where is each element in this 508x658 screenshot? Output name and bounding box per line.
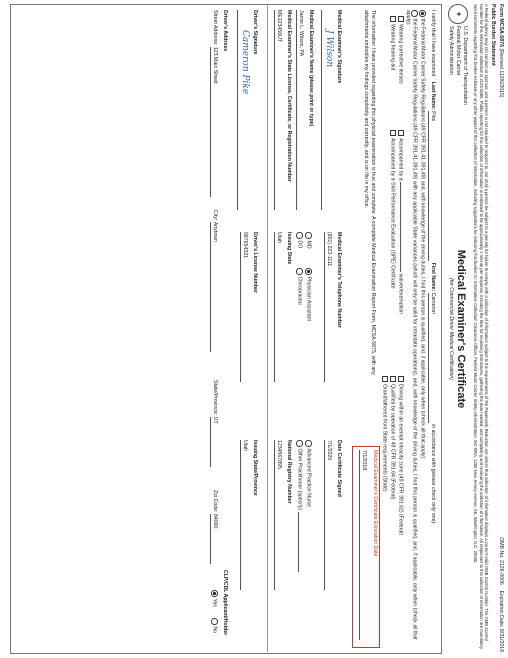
condition-spe[interactable] <box>389 130 396 289</box>
apn-label: Advanced Practice Nurse <box>305 448 312 508</box>
waiver-field[interactable] <box>400 182 401 272</box>
section-divider <box>267 4 268 652</box>
other-label: Other Practitioner (specify) <box>296 448 303 511</box>
cfr-391-64-label: Qualified by operation of 49 CFR 391.64 (Federal) <box>389 384 396 500</box>
condition-391-64[interactable] <box>389 376 396 499</box>
examiner-issuing-field[interactable]: Utah <box>274 232 282 382</box>
chiro-radio[interactable] <box>297 268 304 275</box>
omb-expiration: Expiration Date: 8/31/2018 <box>498 590 504 652</box>
waiver-suffix: waiver/exemption <box>397 273 404 314</box>
examiner-name-field[interactable]: Jamie L. Wilson, PA <box>296 10 304 210</box>
omb-number: OMB No. 2126-0006 <box>498 537 504 585</box>
certify-option-1[interactable] <box>419 10 426 650</box>
dot-seal-icon: ✦ <box>448 4 468 24</box>
first-name-field[interactable]: Cameron <box>428 293 436 423</box>
driver-issuing-field[interactable]: Utah <box>240 440 248 590</box>
state-label: State/Province: <box>212 380 218 416</box>
state-field[interactable]: UT <box>210 417 218 467</box>
clp-yes[interactable] <box>211 590 218 607</box>
license-field[interactable]: ME123456UT <box>274 10 282 210</box>
condition-intracity[interactable] <box>397 376 404 535</box>
certify-prefix: I certify that I have examined <box>430 10 436 77</box>
agency-line-3: Safety Administration <box>448 26 455 75</box>
driver-signature-line <box>237 10 238 210</box>
hearing-label: Wearing hearing aid <box>389 24 396 71</box>
zip-field[interactable]: 84000 <box>210 514 218 564</box>
condition-lenses[interactable] <box>397 16 404 84</box>
chiro-label: Chiropractor <box>296 276 303 306</box>
grandfathered-checkbox[interactable] <box>382 376 388 382</box>
intracity-checkbox[interactable] <box>398 376 404 382</box>
condition-waiver[interactable] <box>397 130 404 314</box>
registry-label: National Registry Number <box>286 440 292 504</box>
examiner-phone-field[interactable]: (801) 222-1111 <box>324 232 332 382</box>
zip-label: Zip Code: <box>212 490 218 513</box>
lenses-label: Wearing corrective lenses <box>397 24 404 84</box>
clp-yes-radio[interactable] <box>212 590 219 597</box>
md-radio[interactable] <box>306 232 313 239</box>
clp-no[interactable] <box>211 618 218 633</box>
last-name-label: Last Name: <box>430 81 436 110</box>
agency-line-2: Federal Motor Carrier <box>455 26 462 76</box>
license-label: Medical Examiner's State License, Certificate, or Registration Number <box>286 10 292 182</box>
condition-grandfathered[interactable] <box>381 376 388 492</box>
driver-license-field[interactable]: 987654321 <box>240 232 248 382</box>
examiner-signature-label: Medical Examiner's Signature <box>336 10 342 84</box>
option-1-text: the Federal Motor Carrier Safety Regulations (49 CFR 391.41-391.49) and, with knowledge of the driving duties, I find this person is qualified, and, if applicable, only when (check all that apply): <box>419 18 426 460</box>
do-label: DO <box>296 240 303 249</box>
credential-other[interactable] <box>296 440 303 572</box>
last-name-field[interactable]: Pike <box>428 111 436 261</box>
waiver-checkbox[interactable] <box>398 130 404 136</box>
waiver-label: Accompanied by a <box>397 138 404 181</box>
cfr-391-64-checkbox[interactable] <box>390 376 396 382</box>
credential-pa[interactable] <box>305 268 312 321</box>
driver-issuing-label: Issuing State/Province <box>252 440 258 496</box>
clp-label: CLP/CDL Applicant/Holder <box>222 570 228 636</box>
option-1-radio[interactable] <box>420 10 427 17</box>
driver-signature[interactable]: Cameron Pike <box>240 30 250 95</box>
certify-suffix: in accordance with (please check only one): <box>430 424 436 525</box>
burden-text: A Federal agency may not conduct or sponsor, and a person is not required to respond to, nor shall a person be subject to a penalty for failure to comply with a collection of information subject to the requirements of the Paperwork Reduction Act unless that collection of information displays a current valid OMB Control Number. The OMB Control Number for this information collection is 2126-0006. Public reporting for this collection of information is estimated to be approximately 1 minute per response, including the time for reviewing instructions, gathering the data needed, and completing and reviewing the collection of information. All responses to this collection of information are mandatory. Send comments regarding this burden estimate or any other aspect of this collection of information, including suggestions for reducing this burden to: Information Collection Clearance Officer, Federal Motor Carrier Safety Administration, MC-RRA, 1200 New Jersey Avenue, SE, Washington, D.C. 20590. <box>473 4 490 650</box>
clp-yes-label: Yes <box>211 598 218 607</box>
pa-label: Physician Assistant <box>305 276 312 321</box>
option-2-radio[interactable] <box>412 10 419 17</box>
condition-hearing[interactable] <box>389 16 396 70</box>
option-2-text: the Federal Motor Carrier Safety Regulations (49 CFR 391.41-391.49) with any applicable State variances (which will only be valid for intrastate operations), and, with knowledge of the driving duties, I find this person is qualified, and, if applicable, only when (check all that apply): <box>404 10 418 640</box>
form-id-text: Form MCSA-5876 <box>498 4 504 47</box>
driver-license-label: Driver's License Number <box>252 232 258 293</box>
credential-apn[interactable] <box>305 440 312 507</box>
date-signed-label: Date Certificate Signed <box>336 440 342 497</box>
other-radio[interactable] <box>297 440 304 447</box>
city-field[interactable]: Anytown <box>210 222 218 352</box>
expiration-label: Medical Examiner's Certificate Expiration Date <box>372 450 378 557</box>
spe-checkbox[interactable] <box>390 130 396 136</box>
zip-row <box>210 490 218 564</box>
credential-do[interactable] <box>296 232 303 248</box>
credential-md[interactable] <box>305 232 312 249</box>
clp-no-radio[interactable] <box>212 618 219 625</box>
form-id <box>497 4 504 98</box>
examiner-signature-line <box>321 10 322 210</box>
grandfathered-label: Grandfathered from State requirements (State) <box>381 384 388 492</box>
examiner-name-label: Medical Examiner's Name (please print or type) <box>308 10 314 127</box>
md-label: MD <box>305 240 312 249</box>
apn-radio[interactable] <box>306 440 313 447</box>
street-field[interactable]: 123 Main Street <box>210 47 218 197</box>
pa-radio[interactable] <box>306 268 313 275</box>
examiner-statement: The information I have provided regarding this physical examination is true and complete. A complete Medical Examination Report Form, MCSA-5875, with any attachments embodies my findings completely and correctly, and is on file in my office. <box>363 10 376 375</box>
other-specify-field[interactable] <box>298 512 299 572</box>
street-label: Street Address: <box>212 10 218 46</box>
registry-field[interactable]: 1234567895 <box>274 440 282 590</box>
credential-chiro[interactable] <box>296 268 303 305</box>
page-subtitle: (for Commercial Driver Medical Certification) <box>447 277 454 381</box>
agency-line-1: U.S. Department of Transportation <box>462 26 468 106</box>
expiration-field[interactable]: 7/1/2018 <box>359 450 367 640</box>
hearing-checkbox[interactable] <box>390 16 396 22</box>
city-label: City: <box>212 210 218 221</box>
driver-address-label: Driver's Address <box>222 10 228 52</box>
examiner-signature[interactable]: J Wilson <box>324 30 334 68</box>
intracity-label: Driving within an exempt intracity zone (49 CFR 391.62) (Federal) <box>397 384 404 536</box>
certify-line <box>428 10 436 650</box>
date-signed-field[interactable]: 7/1/2020 <box>324 440 332 590</box>
examiner-phone-label: Medical Examiner's Telephone Number <box>336 232 342 328</box>
street-row <box>210 10 218 197</box>
form-revision: (Revised 11/06/2015) <box>498 48 504 98</box>
lenses-checkbox[interactable] <box>398 16 404 22</box>
state-row <box>210 380 218 467</box>
do-radio[interactable] <box>297 232 304 239</box>
title-block <box>447 0 468 658</box>
omb-block <box>497 537 504 652</box>
certify-option-2[interactable] <box>404 10 418 650</box>
city-row <box>210 210 218 352</box>
examiner-issuing-label: Issuing State <box>286 232 292 265</box>
driver-signature-label: Driver's Signature <box>252 10 258 55</box>
page-title: Medical Examiner's Certificate <box>455 249 467 409</box>
spe-label: Accompanied by a Skill Performance Evaluation (SPE) Certificate <box>389 138 396 289</box>
first-name-label: First Name: <box>430 262 436 292</box>
clp-no-label: No <box>211 626 218 634</box>
burden-heading: Public Burden Statement <box>490 4 496 66</box>
burden-statement <box>473 4 496 652</box>
